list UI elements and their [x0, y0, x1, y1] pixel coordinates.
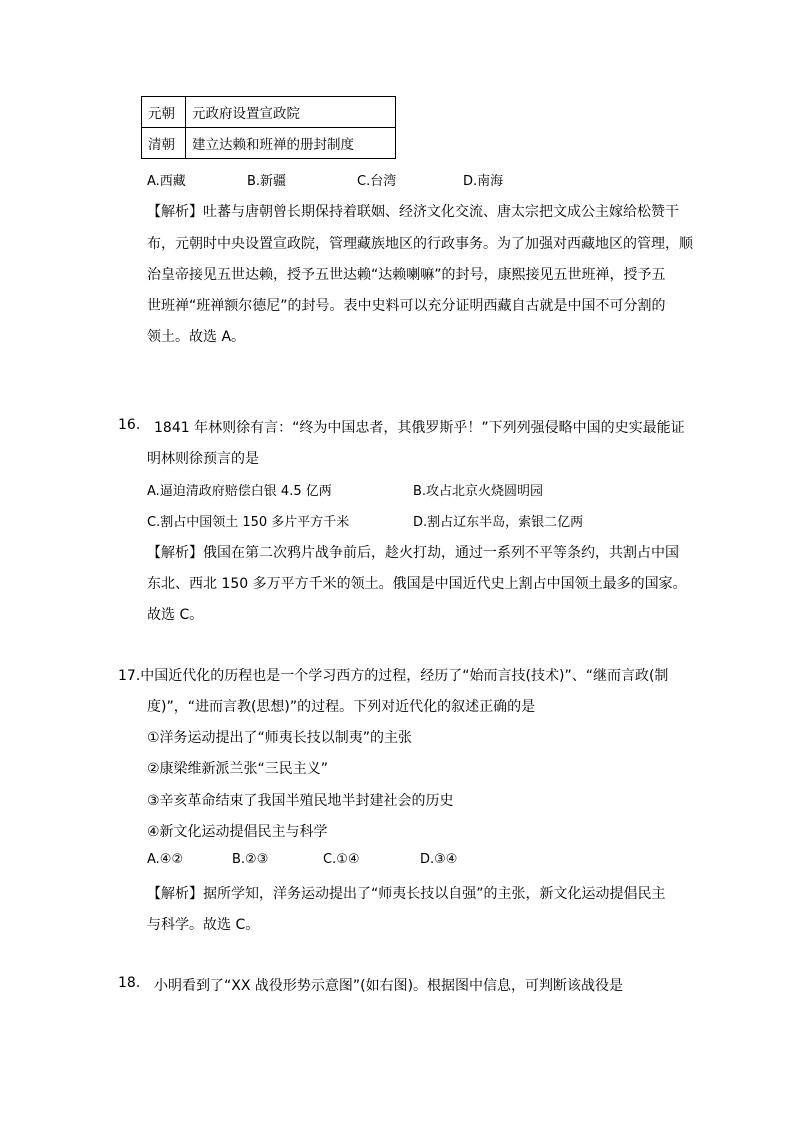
q16-analysis-line: 故选 C。	[147, 607, 204, 623]
table-cell-dynasty: 清朝	[142, 128, 186, 159]
table-cell-event: 元政府设置宣政院	[186, 97, 396, 128]
q17-option-b: B.②③	[232, 852, 269, 867]
q16-stem-line: 1841 年林则徐有言：“终为中国忠者，其俄罗斯乎！”下列列强侵略中国的史实最能证	[154, 420, 685, 436]
q16-option-d: D.割占辽东半岛，索银二亿两	[413, 515, 584, 530]
q17-statement: ④新文化运动提倡民主与科学	[147, 824, 328, 840]
q17-option-d: D.③④	[420, 852, 458, 867]
q15-analysis-line: 领土。故选 A。	[147, 329, 246, 345]
table-cell-event: 建立达赖和班禅的册封制度	[186, 128, 396, 159]
q15-option-a: A.西藏	[147, 174, 186, 189]
q17-statement: ②康梁维新派兰张“三民主义”	[147, 761, 329, 777]
table-cell-dynasty: 元朝	[142, 97, 186, 128]
table-row	[142, 128, 396, 159]
q15-analysis-line: 世班禅“班禅额尔德尼”的封号。表中史料可以充分证明西藏自古就是中国不可分割的	[147, 298, 666, 314]
q18-stem: 小明看到了“XX 战役形势示意图”(如右图)。根据图中信息，可判断该战役是	[154, 978, 624, 994]
q16-stem-line: 明林则徐预言的是	[147, 451, 259, 467]
info-table	[141, 96, 396, 159]
q16-option-c: C.割占中国领土 150 多片平方千米	[147, 515, 350, 530]
q17-stem-line: 度)”，“进而言教(思想)”的过程。下列对近代化的叙述正确的是	[147, 699, 536, 715]
q15-analysis-line: 布，元朝时中央设置宣政院，管理藏族地区的行政事务。为了加强对西藏地区的管理，顺	[147, 236, 693, 252]
q17-statement: ③辛亥革命结束了我国半殖民地半封建社会的历史	[147, 793, 454, 809]
q16-analysis-line: 【解析】俄国在第二次鸦片战争前后，趁火打劫，通过一系列不平等条约，共割占中国	[147, 545, 679, 561]
q16-option-a: A.逼迫清政府赔偿白银 4.5 亿两	[147, 484, 332, 499]
table-row	[142, 97, 396, 128]
q17-statement: ①洋务运动提出了“师夷长技以制夷”的主张	[147, 730, 413, 746]
q18-number: 18.	[118, 975, 141, 991]
q15-analysis-line: 治皇帝接见五世达赖，授予五世达赖“达赖喇嘛”的封号，康熙接见五世班禅，授予五	[147, 267, 666, 283]
q15-option-c: C.台湾	[357, 174, 397, 189]
q17-analysis-line: 【解析】据所学知，洋务运动提出了“师夷长技以自强”的主张，新文化运动提倡民主	[147, 886, 666, 902]
q17-stem-line: 17.中国近代化的历程也是一个学习西方的过程，经历了“始而言技(技术)”、“继而言政(制	[118, 668, 669, 684]
q17-option-c: C.①④	[323, 852, 360, 867]
q16-analysis-line: 东北、西北 150 多万平方千米的领土。俄国是中国近代史上割占中国领土最多的国家。	[147, 576, 687, 592]
q17-analysis-line: 与科学。故选 C。	[147, 917, 260, 933]
q16-number: 16.	[118, 417, 141, 433]
q16-option-b: B.攻占北京火烧圆明园	[413, 484, 544, 499]
q15-analysis-line: 【解析】吐蕃与唐朝曾长期保持着联姻、经济文化交流、唐太宗把文成公主嫁给松赞干	[147, 204, 679, 220]
q15-option-d: D.南海	[463, 174, 504, 189]
q17-option-a: A.④②	[147, 852, 184, 867]
q15-option-b: B.新疆	[247, 174, 287, 189]
